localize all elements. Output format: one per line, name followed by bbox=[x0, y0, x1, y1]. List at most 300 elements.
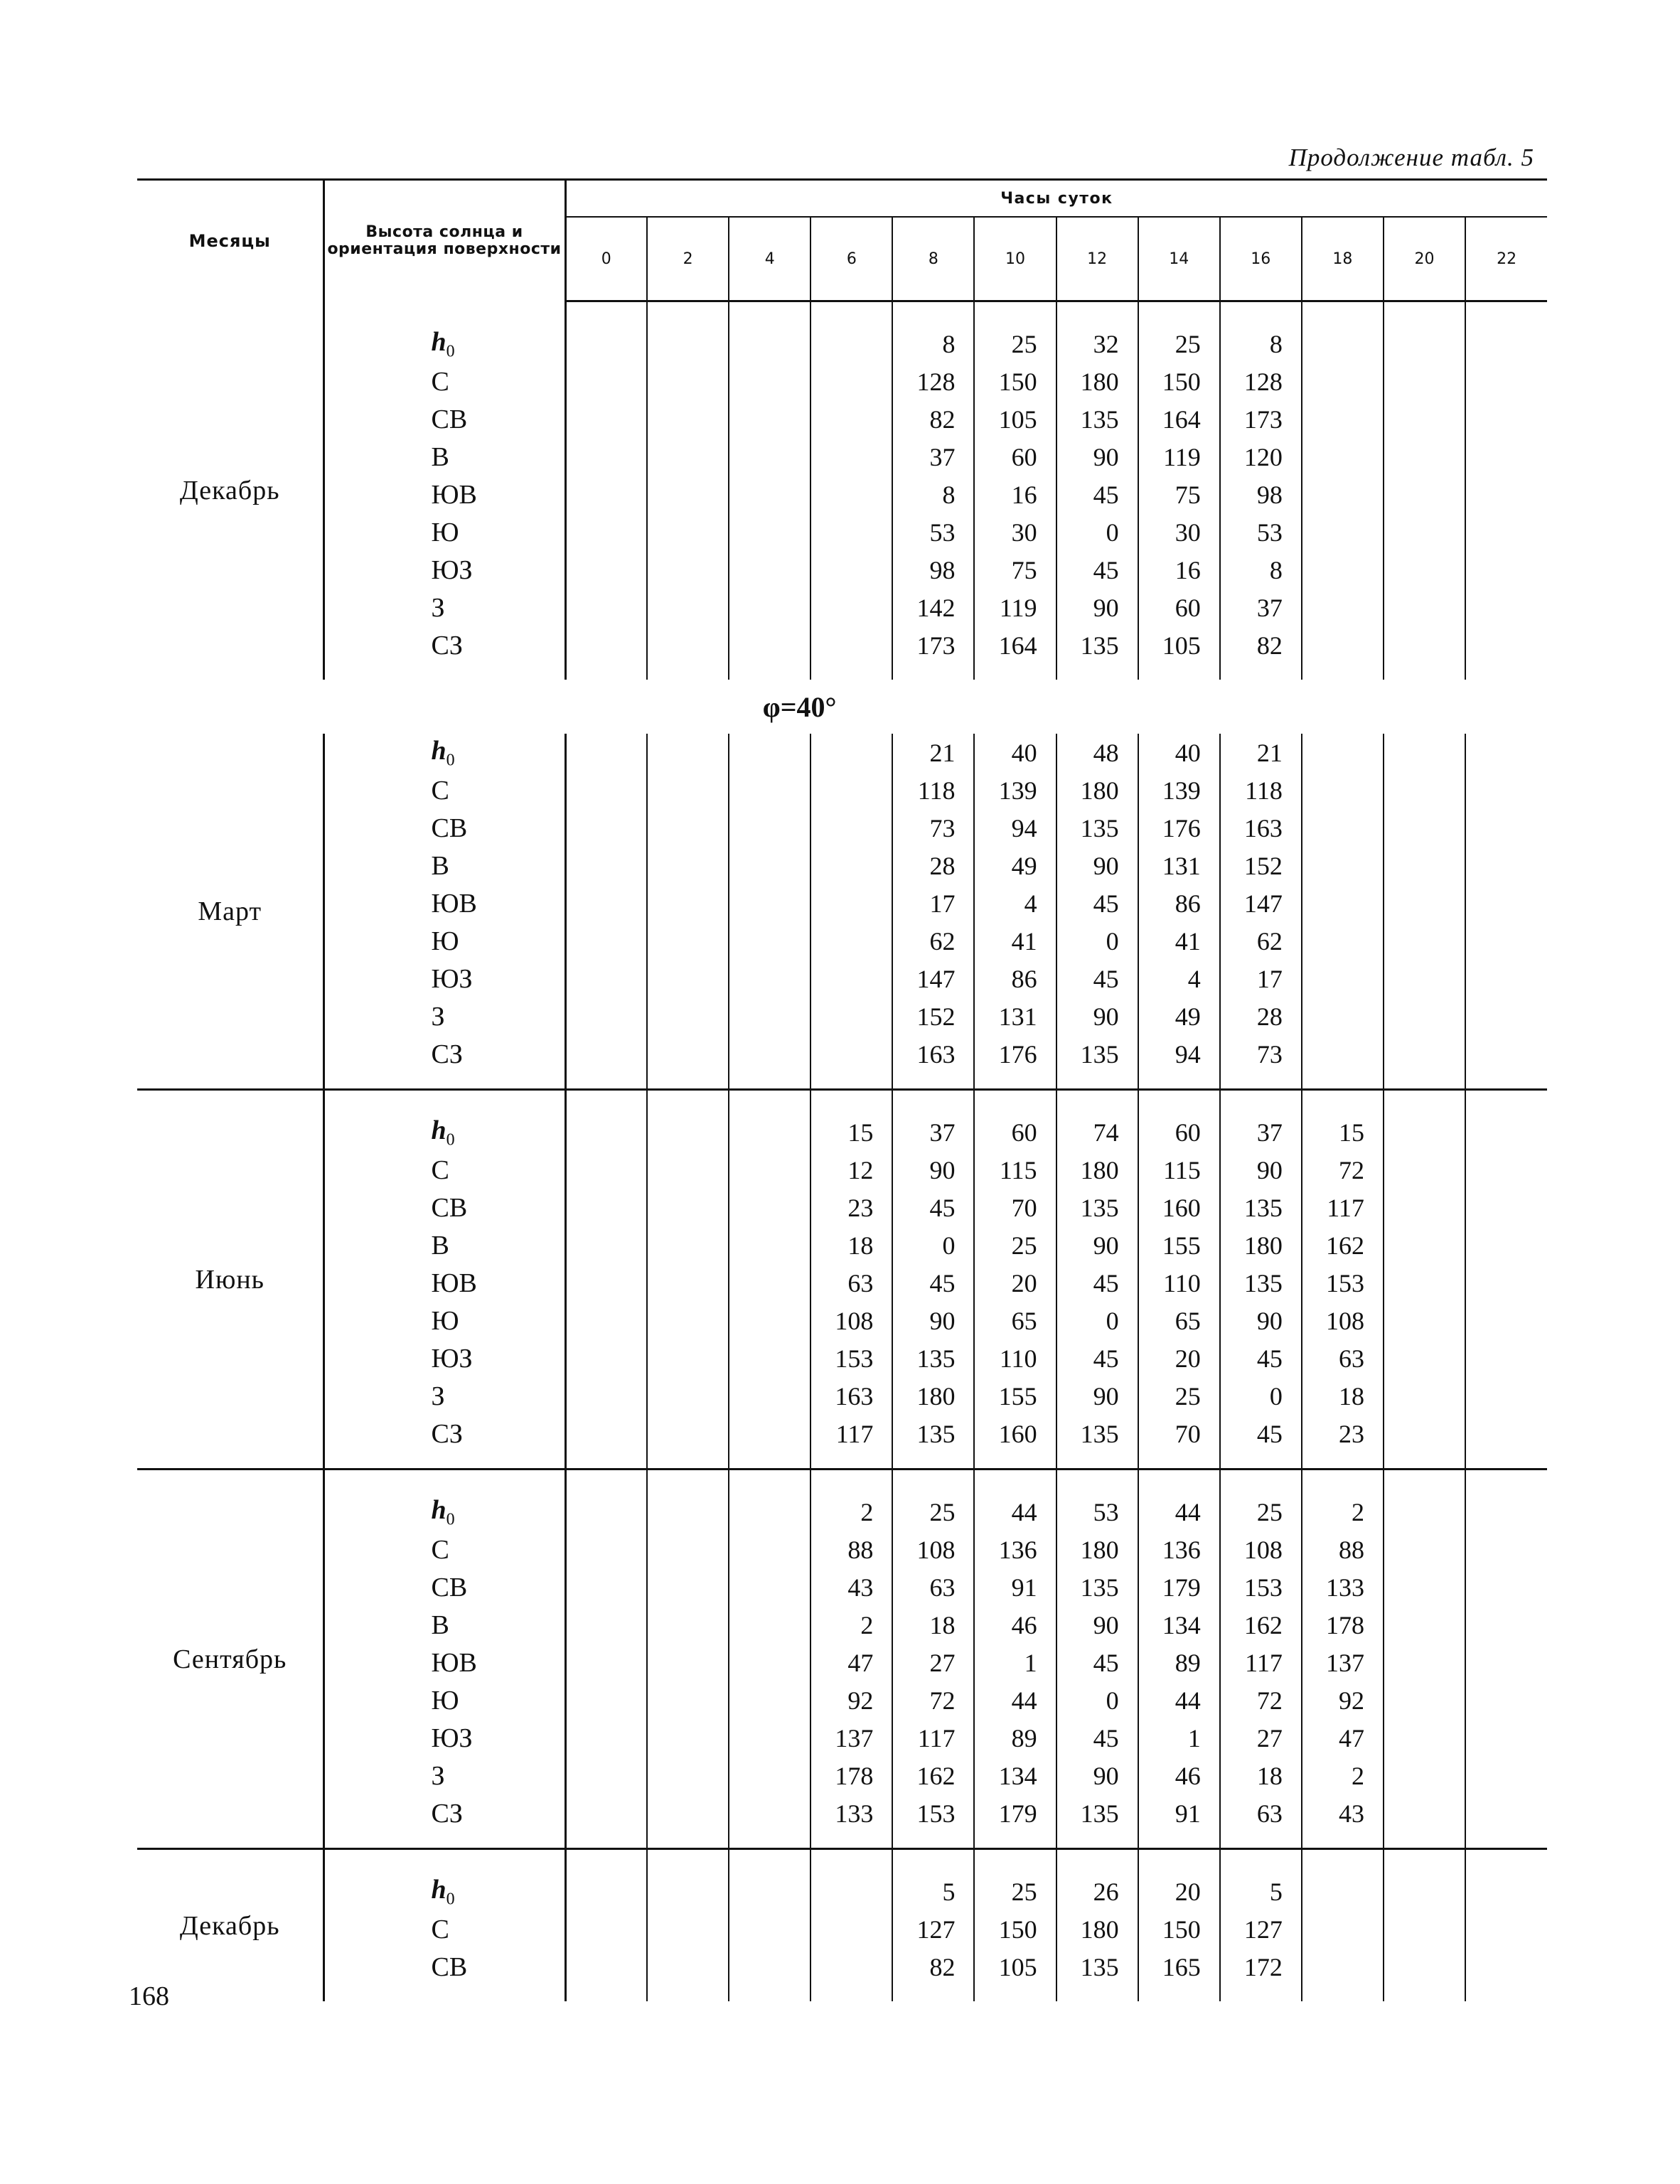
value-cell bbox=[1384, 1531, 1465, 1568]
sun-height-symbol: $h_0$ bbox=[431, 1115, 455, 1150]
value-cell bbox=[565, 771, 647, 809]
value-cell bbox=[565, 1644, 647, 1681]
table-row bbox=[137, 1910, 1547, 1948]
value-cell: 12 bbox=[810, 1151, 892, 1189]
table-row bbox=[137, 438, 1547, 476]
value-cell: 40 bbox=[1138, 734, 1220, 771]
value-cell bbox=[1465, 1377, 1547, 1415]
value-cell bbox=[1302, 513, 1384, 551]
value-cell: 117 bbox=[810, 1415, 892, 1452]
value-cell bbox=[810, 513, 892, 551]
hours-group-header: Часы суток bbox=[565, 180, 1547, 218]
value-cell: 53 bbox=[892, 513, 974, 551]
value-cell bbox=[810, 734, 892, 771]
orientation-label: СВ bbox=[323, 400, 565, 438]
value-cell: 135 bbox=[1056, 1035, 1138, 1073]
value-cell: 94 bbox=[1138, 1035, 1220, 1073]
value-cell: 94 bbox=[974, 809, 1056, 847]
value-cell bbox=[1384, 1264, 1465, 1302]
value-cell: 41 bbox=[1138, 922, 1220, 960]
value-cell: 25 bbox=[892, 1493, 974, 1531]
hour-header: 12 bbox=[1056, 217, 1138, 301]
table-row bbox=[137, 626, 1547, 664]
sun-height-symbol: $h_0$ bbox=[431, 1874, 455, 1909]
value-cell: 135 bbox=[1220, 1264, 1302, 1302]
orientation-label: З bbox=[323, 1377, 565, 1415]
value-cell: 25 bbox=[1138, 1377, 1220, 1415]
value-cell bbox=[647, 734, 729, 771]
value-cell bbox=[565, 1151, 647, 1189]
value-cell bbox=[729, 997, 810, 1035]
value-cell bbox=[729, 1948, 810, 1986]
value-cell bbox=[647, 626, 729, 664]
value-cell: 142 bbox=[892, 589, 974, 626]
value-cell bbox=[1384, 363, 1465, 400]
value-cell bbox=[1384, 1719, 1465, 1757]
orientation-label bbox=[323, 1493, 565, 1531]
value-cell bbox=[1465, 1035, 1547, 1073]
value-cell bbox=[1302, 551, 1384, 589]
orientation-label: СЗ bbox=[323, 1035, 565, 1073]
value-cell bbox=[647, 1910, 729, 1948]
value-cell bbox=[1465, 400, 1547, 438]
value-cell: 173 bbox=[892, 626, 974, 664]
value-cell bbox=[565, 1681, 647, 1719]
orientation-label: В bbox=[323, 847, 565, 884]
value-cell: 41 bbox=[974, 922, 1056, 960]
table-row bbox=[137, 363, 1547, 400]
value-cell bbox=[729, 1568, 810, 1606]
value-cell: 179 bbox=[1138, 1568, 1220, 1606]
value-cell: 20 bbox=[974, 1264, 1056, 1302]
value-cell: 135 bbox=[1056, 1189, 1138, 1226]
value-cell: 45 bbox=[1056, 884, 1138, 922]
table-row bbox=[137, 1189, 1547, 1226]
value-cell: 72 bbox=[1220, 1681, 1302, 1719]
value-cell: 25 bbox=[1220, 1493, 1302, 1531]
value-cell bbox=[565, 551, 647, 589]
value-cell: 60 bbox=[1138, 589, 1220, 626]
orientation-label: СВ bbox=[323, 1568, 565, 1606]
value-cell: 135 bbox=[1056, 1415, 1138, 1452]
value-cell: 139 bbox=[974, 771, 1056, 809]
value-cell bbox=[1302, 1948, 1384, 1986]
value-cell bbox=[565, 1794, 647, 1832]
value-cell bbox=[1384, 1948, 1465, 1986]
table-header bbox=[137, 180, 1547, 301]
value-cell: 162 bbox=[1220, 1606, 1302, 1644]
value-cell bbox=[729, 884, 810, 922]
value-cell: 135 bbox=[1220, 1189, 1302, 1226]
value-cell: 153 bbox=[892, 1794, 974, 1832]
value-cell: 4 bbox=[974, 884, 1056, 922]
month-label: Декабрь bbox=[137, 301, 323, 680]
value-cell: 117 bbox=[1220, 1644, 1302, 1681]
value-cell: 16 bbox=[1138, 551, 1220, 589]
value-cell bbox=[729, 1151, 810, 1189]
value-cell bbox=[729, 1873, 810, 1910]
value-cell bbox=[1384, 1757, 1465, 1794]
value-cell bbox=[729, 847, 810, 884]
value-cell bbox=[1302, 1035, 1384, 1073]
value-cell bbox=[565, 1226, 647, 1264]
orientation-label: С bbox=[323, 1151, 565, 1189]
value-cell bbox=[1384, 1568, 1465, 1606]
value-cell bbox=[1384, 589, 1465, 626]
value-cell bbox=[1465, 363, 1547, 400]
value-cell: 25 bbox=[974, 1873, 1056, 1910]
table-row bbox=[137, 884, 1547, 922]
value-cell bbox=[810, 997, 892, 1035]
orientation-label: ЮЗ bbox=[323, 1719, 565, 1757]
latitude-label: φ=40° bbox=[762, 690, 837, 723]
value-cell: 147 bbox=[1220, 884, 1302, 922]
value-cell bbox=[1384, 997, 1465, 1035]
table-row bbox=[137, 1339, 1547, 1377]
value-cell: 127 bbox=[892, 1910, 974, 1948]
value-cell bbox=[565, 400, 647, 438]
table-row bbox=[137, 997, 1547, 1035]
value-cell bbox=[810, 884, 892, 922]
value-cell: 82 bbox=[892, 400, 974, 438]
value-cell: 119 bbox=[1138, 438, 1220, 476]
value-cell bbox=[647, 400, 729, 438]
value-cell bbox=[565, 1415, 647, 1452]
table-row bbox=[137, 1415, 1547, 1452]
value-cell: 90 bbox=[1220, 1151, 1302, 1189]
value-cell: 44 bbox=[974, 1681, 1056, 1719]
value-cell bbox=[1465, 847, 1547, 884]
orientation-label bbox=[323, 1873, 565, 1910]
value-cell: 150 bbox=[974, 363, 1056, 400]
value-cell: 152 bbox=[1220, 847, 1302, 884]
value-cell: 25 bbox=[974, 325, 1056, 363]
value-cell: 2 bbox=[810, 1606, 892, 1644]
sun-height-symbol: $h_0$ bbox=[431, 326, 455, 361]
value-cell: 5 bbox=[892, 1873, 974, 1910]
value-cell bbox=[1302, 589, 1384, 626]
value-cell: 45 bbox=[1220, 1339, 1302, 1377]
value-cell: 90 bbox=[1056, 438, 1138, 476]
value-cell: 108 bbox=[892, 1531, 974, 1568]
value-cell: 44 bbox=[1138, 1493, 1220, 1531]
value-cell bbox=[1384, 1339, 1465, 1377]
orientation-label bbox=[323, 325, 565, 363]
value-cell: 72 bbox=[1302, 1151, 1384, 1189]
value-cell bbox=[729, 626, 810, 664]
value-cell: 45 bbox=[1056, 551, 1138, 589]
value-cell: 178 bbox=[1302, 1606, 1384, 1644]
orientation-label: С bbox=[323, 1531, 565, 1568]
value-cell bbox=[729, 1264, 810, 1302]
table-row bbox=[137, 1151, 1547, 1189]
orientation-label bbox=[323, 1113, 565, 1151]
value-cell bbox=[1384, 476, 1465, 513]
value-cell bbox=[729, 1377, 810, 1415]
value-cell: 30 bbox=[1138, 513, 1220, 551]
value-cell: 60 bbox=[1138, 1113, 1220, 1151]
value-cell: 91 bbox=[974, 1568, 1056, 1606]
value-cell: 37 bbox=[892, 438, 974, 476]
value-cell bbox=[810, 551, 892, 589]
value-cell bbox=[1384, 551, 1465, 589]
value-cell bbox=[1384, 1302, 1465, 1339]
value-cell: 15 bbox=[810, 1113, 892, 1151]
value-cell bbox=[729, 1910, 810, 1948]
value-cell: 105 bbox=[974, 400, 1056, 438]
value-cell: 164 bbox=[1138, 400, 1220, 438]
value-cell bbox=[565, 513, 647, 551]
hour-header: 20 bbox=[1384, 217, 1465, 301]
value-cell bbox=[1465, 960, 1547, 997]
value-cell bbox=[729, 734, 810, 771]
value-cell bbox=[810, 1948, 892, 1986]
value-cell bbox=[1465, 1264, 1547, 1302]
orientation-label: Ю bbox=[323, 1302, 565, 1339]
value-cell: 8 bbox=[892, 476, 974, 513]
value-cell: 2 bbox=[1302, 1493, 1384, 1531]
value-cell: 98 bbox=[1220, 476, 1302, 513]
orientation-label: ЮВ bbox=[323, 1644, 565, 1681]
value-cell bbox=[810, 363, 892, 400]
value-cell bbox=[1384, 438, 1465, 476]
value-cell bbox=[565, 1339, 647, 1377]
value-cell bbox=[647, 809, 729, 847]
value-cell bbox=[1384, 1415, 1465, 1452]
value-cell: 21 bbox=[1220, 734, 1302, 771]
value-cell bbox=[729, 960, 810, 997]
orientation-label: СВ bbox=[323, 1189, 565, 1226]
orientation-label: ЮЗ bbox=[323, 960, 565, 997]
value-cell bbox=[1465, 1531, 1547, 1568]
value-cell: 92 bbox=[810, 1681, 892, 1719]
value-cell: 173 bbox=[1220, 400, 1302, 438]
hour-header: 16 bbox=[1220, 217, 1302, 301]
value-cell: 62 bbox=[1220, 922, 1302, 960]
value-cell bbox=[647, 1719, 729, 1757]
value-cell: 75 bbox=[1138, 476, 1220, 513]
value-cell: 45 bbox=[1056, 1719, 1138, 1757]
value-cell: 162 bbox=[1302, 1226, 1384, 1264]
orientation-label: Ю bbox=[323, 513, 565, 551]
value-cell bbox=[1302, 400, 1384, 438]
value-cell: 45 bbox=[892, 1189, 974, 1226]
value-cell: 20 bbox=[1138, 1339, 1220, 1377]
value-cell bbox=[647, 438, 729, 476]
value-cell: 163 bbox=[892, 1035, 974, 1073]
value-cell bbox=[1465, 1493, 1547, 1531]
orientation-label: ЮВ bbox=[323, 476, 565, 513]
value-cell bbox=[1384, 809, 1465, 847]
value-cell bbox=[1465, 1415, 1547, 1452]
value-cell: 8 bbox=[1220, 551, 1302, 589]
value-cell: 44 bbox=[1138, 1681, 1220, 1719]
orientation-label: СЗ bbox=[323, 1794, 565, 1832]
value-cell bbox=[647, 1377, 729, 1415]
orientation-label: ЮВ bbox=[323, 884, 565, 922]
value-cell: 46 bbox=[974, 1606, 1056, 1644]
table-row bbox=[137, 1606, 1547, 1644]
value-cell: 63 bbox=[892, 1568, 974, 1606]
value-cell: 152 bbox=[892, 997, 974, 1035]
month-block bbox=[137, 1849, 1547, 2002]
value-cell: 89 bbox=[974, 1719, 1056, 1757]
orientation-label: СВ bbox=[323, 809, 565, 847]
value-cell bbox=[565, 626, 647, 664]
value-cell bbox=[810, 626, 892, 664]
value-cell bbox=[1384, 1377, 1465, 1415]
value-cell bbox=[647, 884, 729, 922]
hour-header: 8 bbox=[892, 217, 974, 301]
value-cell bbox=[647, 997, 729, 1035]
value-cell bbox=[1465, 1226, 1547, 1264]
orientation-label: Ю bbox=[323, 1681, 565, 1719]
value-cell bbox=[1465, 438, 1547, 476]
value-cell bbox=[647, 1339, 729, 1377]
value-cell bbox=[565, 1035, 647, 1073]
value-cell: 90 bbox=[1220, 1302, 1302, 1339]
value-cell bbox=[1302, 1873, 1384, 1910]
value-cell bbox=[810, 1873, 892, 1910]
value-cell bbox=[1384, 771, 1465, 809]
value-cell: 90 bbox=[1056, 847, 1138, 884]
table-row bbox=[137, 1377, 1547, 1415]
value-cell bbox=[647, 1794, 729, 1832]
value-cell bbox=[1465, 626, 1547, 664]
orientation-label: З bbox=[323, 997, 565, 1035]
value-cell bbox=[1384, 1910, 1465, 1948]
orientation-label: С bbox=[323, 771, 565, 809]
value-cell: 105 bbox=[1138, 626, 1220, 664]
value-cell bbox=[565, 325, 647, 363]
value-cell: 43 bbox=[1302, 1794, 1384, 1832]
value-cell bbox=[1384, 1113, 1465, 1151]
value-cell: 135 bbox=[1056, 809, 1138, 847]
value-cell bbox=[1465, 997, 1547, 1035]
value-cell bbox=[1302, 1910, 1384, 1948]
value-cell: 70 bbox=[1138, 1415, 1220, 1452]
value-cell bbox=[810, 400, 892, 438]
value-cell: 45 bbox=[1220, 1415, 1302, 1452]
value-cell bbox=[1384, 1794, 1465, 1832]
value-cell bbox=[1465, 1948, 1547, 1986]
table-row bbox=[137, 1757, 1547, 1794]
table-row bbox=[137, 1302, 1547, 1339]
value-cell: 180 bbox=[892, 1377, 974, 1415]
value-cell bbox=[647, 513, 729, 551]
value-cell bbox=[647, 1948, 729, 1986]
value-cell bbox=[1302, 960, 1384, 997]
table-row bbox=[137, 1681, 1547, 1719]
table-row bbox=[137, 1493, 1547, 1531]
value-cell bbox=[565, 476, 647, 513]
month-block bbox=[137, 1470, 1547, 1849]
value-cell: 65 bbox=[1138, 1302, 1220, 1339]
value-cell: 134 bbox=[974, 1757, 1056, 1794]
value-cell: 155 bbox=[974, 1377, 1056, 1415]
value-cell: 90 bbox=[892, 1302, 974, 1339]
param-column-header: Высота солнца и ориентация поверхности bbox=[323, 180, 565, 301]
value-cell: 135 bbox=[1056, 1794, 1138, 1832]
value-cell bbox=[1465, 922, 1547, 960]
orientation-label: С bbox=[323, 1910, 565, 1948]
value-cell bbox=[565, 363, 647, 400]
value-cell: 45 bbox=[892, 1264, 974, 1302]
value-cell bbox=[1384, 1681, 1465, 1719]
value-cell bbox=[565, 1531, 647, 1568]
value-cell bbox=[1465, 1794, 1547, 1832]
value-cell bbox=[1465, 1568, 1547, 1606]
table-row bbox=[137, 960, 1547, 997]
table-row bbox=[137, 589, 1547, 626]
value-cell: 108 bbox=[1220, 1531, 1302, 1568]
value-cell: 53 bbox=[1056, 1493, 1138, 1531]
value-cell bbox=[647, 1226, 729, 1264]
value-cell bbox=[647, 1531, 729, 1568]
value-cell: 44 bbox=[974, 1493, 1056, 1531]
orientation-label: ЮВ bbox=[323, 1264, 565, 1302]
value-cell bbox=[647, 922, 729, 960]
month-block bbox=[137, 301, 1547, 680]
value-cell bbox=[810, 325, 892, 363]
months-column-header: Месяцы bbox=[137, 180, 323, 301]
value-cell: 37 bbox=[1220, 1113, 1302, 1151]
value-cell bbox=[1465, 809, 1547, 847]
value-cell: 16 bbox=[974, 476, 1056, 513]
value-cell bbox=[729, 1719, 810, 1757]
value-cell: 155 bbox=[1138, 1226, 1220, 1264]
value-cell: 118 bbox=[1220, 771, 1302, 809]
value-cell bbox=[565, 847, 647, 884]
value-cell bbox=[729, 363, 810, 400]
value-cell bbox=[565, 1948, 647, 1986]
value-cell bbox=[647, 1189, 729, 1226]
value-cell: 49 bbox=[1138, 997, 1220, 1035]
orientation-label: СЗ bbox=[323, 626, 565, 664]
value-cell: 150 bbox=[1138, 1910, 1220, 1948]
value-cell: 46 bbox=[1138, 1757, 1220, 1794]
value-cell bbox=[729, 1644, 810, 1681]
value-cell bbox=[647, 771, 729, 809]
value-cell: 160 bbox=[974, 1415, 1056, 1452]
table-row bbox=[137, 1948, 1547, 1986]
value-cell: 72 bbox=[892, 1681, 974, 1719]
value-cell bbox=[729, 325, 810, 363]
value-cell: 108 bbox=[1302, 1302, 1384, 1339]
value-cell bbox=[647, 1757, 729, 1794]
value-cell: 92 bbox=[1302, 1681, 1384, 1719]
hour-header: 0 bbox=[565, 217, 647, 301]
value-cell: 8 bbox=[1220, 325, 1302, 363]
hour-header: 6 bbox=[810, 217, 892, 301]
value-cell bbox=[647, 363, 729, 400]
value-cell bbox=[729, 400, 810, 438]
value-cell bbox=[1384, 960, 1465, 997]
value-cell bbox=[565, 1302, 647, 1339]
month-label: Июнь bbox=[137, 1090, 323, 1470]
value-cell bbox=[1302, 922, 1384, 960]
value-cell: 131 bbox=[974, 997, 1056, 1035]
value-cell: 128 bbox=[1220, 363, 1302, 400]
table-row bbox=[137, 325, 1547, 363]
value-cell bbox=[1302, 363, 1384, 400]
value-cell: 63 bbox=[810, 1264, 892, 1302]
value-cell: 45 bbox=[1056, 1644, 1138, 1681]
value-cell bbox=[729, 476, 810, 513]
value-cell: 1 bbox=[974, 1644, 1056, 1681]
month-label: Март bbox=[137, 734, 323, 1090]
value-cell: 153 bbox=[1302, 1264, 1384, 1302]
